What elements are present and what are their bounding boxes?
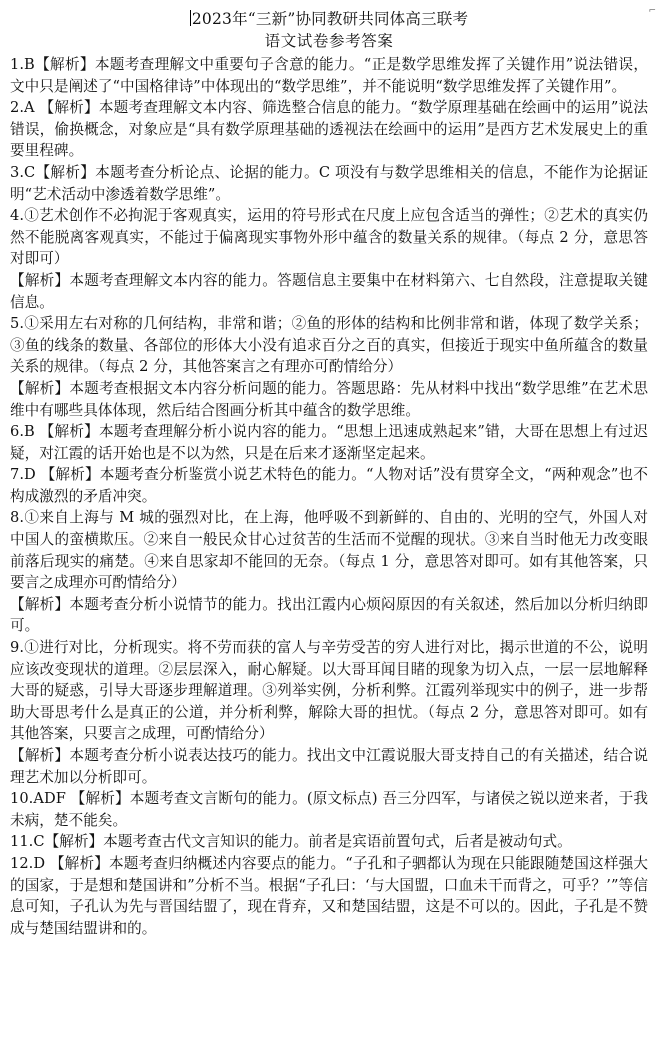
document-subtitle: 语文试卷参考答案 <box>264 32 394 50</box>
analysis-paragraph-4: 【解析】本题考查理解文本内容的能力。答题信息主要集中在材料第六、七自然段，注意提取关键信息。 <box>10 271 648 311</box>
answer-paragraph-7: 7.D 【解析】本题考查分析鉴赏小说艺术特色的能力。“人物对话”没有贯穿全文，“两种观念”也不构成激烈的矛盾冲突。 <box>10 466 648 505</box>
document-title <box>10 8 648 30</box>
document-header <box>10 8 648 52</box>
answer-paragraph-9: 9.①进行对比，分析现实。将不劳而获的富人与辛劳受苦的穷人进行对比，揭示世道的不公，说明应该改变现状的道理。②层层深入，耐心解疑。以大哥耳闻目睹的现象为切入点，一层一层地解释大哥的疑惑，引导大哥逐步理解道理。③列举实例，分析利弊。江霞列举现实中的例子，进一步帮助大哥思考什么是真正的公道，并分析利弊，解除大哥的担忧。（每点 2 分，意思答对即可。如有其他答案，只要言之成理，可酌情给分） <box>10 639 648 743</box>
answer-paragraph-5: 5.①采用左右对称的几何结构，非常和谐；②鱼的形体的结构和比例非常和谐，体现了数学关系；③鱼的线条的数量、各部位的形体大小没有追求百分之百的真实，但接近于现实中鱼所蕴含的数量关系的规律。（每点 2 分，其他答案言之有理亦可酌情给分） <box>10 315 648 376</box>
answer-paragraph-12: 12.D 【解析】本题考查归纳概述内容要点的能力。“子孔和子驷都认为现在只能跟随楚国这样强大的国家，于是想和楚国讲和”分析不当。根据“子孔曰：‘与大国盟，口血未干而背之，可乎？’”等信息可知，子孔认为先与晋国结盟了，现在背弃，又和楚国结盟，这是不可以的。因此，子孔是不赞成与楚国结盟讲和的。 <box>10 854 648 937</box>
answer-paragraph-8: 8.①来自上海与 M 城的强烈对比，在上海，他呼吸不到新鲜的、自由的、光明的空气，外国人对中国人的蛮横欺压。②来自一般民众甘心过贫苦的生活而不觉醒的现状。③来自当时他无力改变眼前落后现实的痛楚。④来自思家却不能回的无奈。（每点 1 分，意思答对即可。如有其他答案，只要言之成理亦可酌情给分） <box>10 509 648 592</box>
answer-paragraph-4: 4.①艺术创作不必拘泥于客观真实，运用的符号形式在尺度上应包含适当的弹性；②艺术的真实仍然不能脱离客观真实，不能过于偏离现实事物外形中蕴含的数量关系的规律。（每点 2 分，意思答对即可） <box>10 207 648 268</box>
answer-paragraph-1: 1.B【解析】本题考查理解文中重要句子含意的能力。“正是数学思维发挥了关键作用”说法错误，文中只是阐述了“中国格律诗”中体现出的“数学思维”，并不能说明“数学思维发挥了关键作用”。 <box>10 56 648 95</box>
analysis-paragraph-9: 【解析】本题考查分析小说表达技巧的能力。找出文中江霞说服大哥支持自己的有关描述，结合说理艺术加以分析即可。 <box>10 747 648 786</box>
text-cursor <box>190 10 191 26</box>
answer-paragraph-11: 11.C【解析】本题考查古代文言知识的能力。前者是宾语前置句式，后者是被动句式。 <box>10 833 572 851</box>
answer-paragraph-2: 2.A 【解析】本题考查理解文本内容、筛选整合信息的能力。“数学原理基础在绘画中的运用”说法错误，偷换概念，对象应是“具有数学原理基础的透视法在绘画中的运用”是西方艺术发展史上的重要里程碑。 <box>10 99 648 160</box>
answer-paragraph-6: 6.B 【解析】本题考查理解分析小说内容的能力。“思想上迅速成熟起来”错，大哥在思想上有过迟疑，对江霞的话开始也是不以为然，只是在后来才逐渐坚定起来。 <box>10 423 648 462</box>
corner-mark: ⌐ <box>648 6 656 16</box>
answer-body <box>10 54 648 939</box>
answer-paragraph-3: 3.C【解析】本题考查分析论点、论据的能力。C 项没有与数学思维相关的信息，不能作为论据证明“艺术活动中渗透着数学思维”。 <box>10 163 648 203</box>
analysis-paragraph-5: 【解析】本题考查根据文本内容分析问题的能力。答题思路：先从材料中找出“数学思维”在艺术思维中有哪些具体体现，然后结合图画分析其中蕴含的数学思维。 <box>10 379 648 419</box>
answer-paragraph-10: 10.ADF 【解析】本题考查文言断句的能力。(原文标点) 吾三分四军，与诸侯之锐以逆来者，于我未病，楚不能矣。 <box>10 790 648 829</box>
analysis-paragraph-8: 【解析】本题考查分析小说情节的能力。找出江霞内心烦闷原因的有关叙述，然后加以分析归纳即可。 <box>10 595 648 635</box>
document-title-text: 2023年“三新”协同教研共同体高三联考 <box>191 10 469 28</box>
